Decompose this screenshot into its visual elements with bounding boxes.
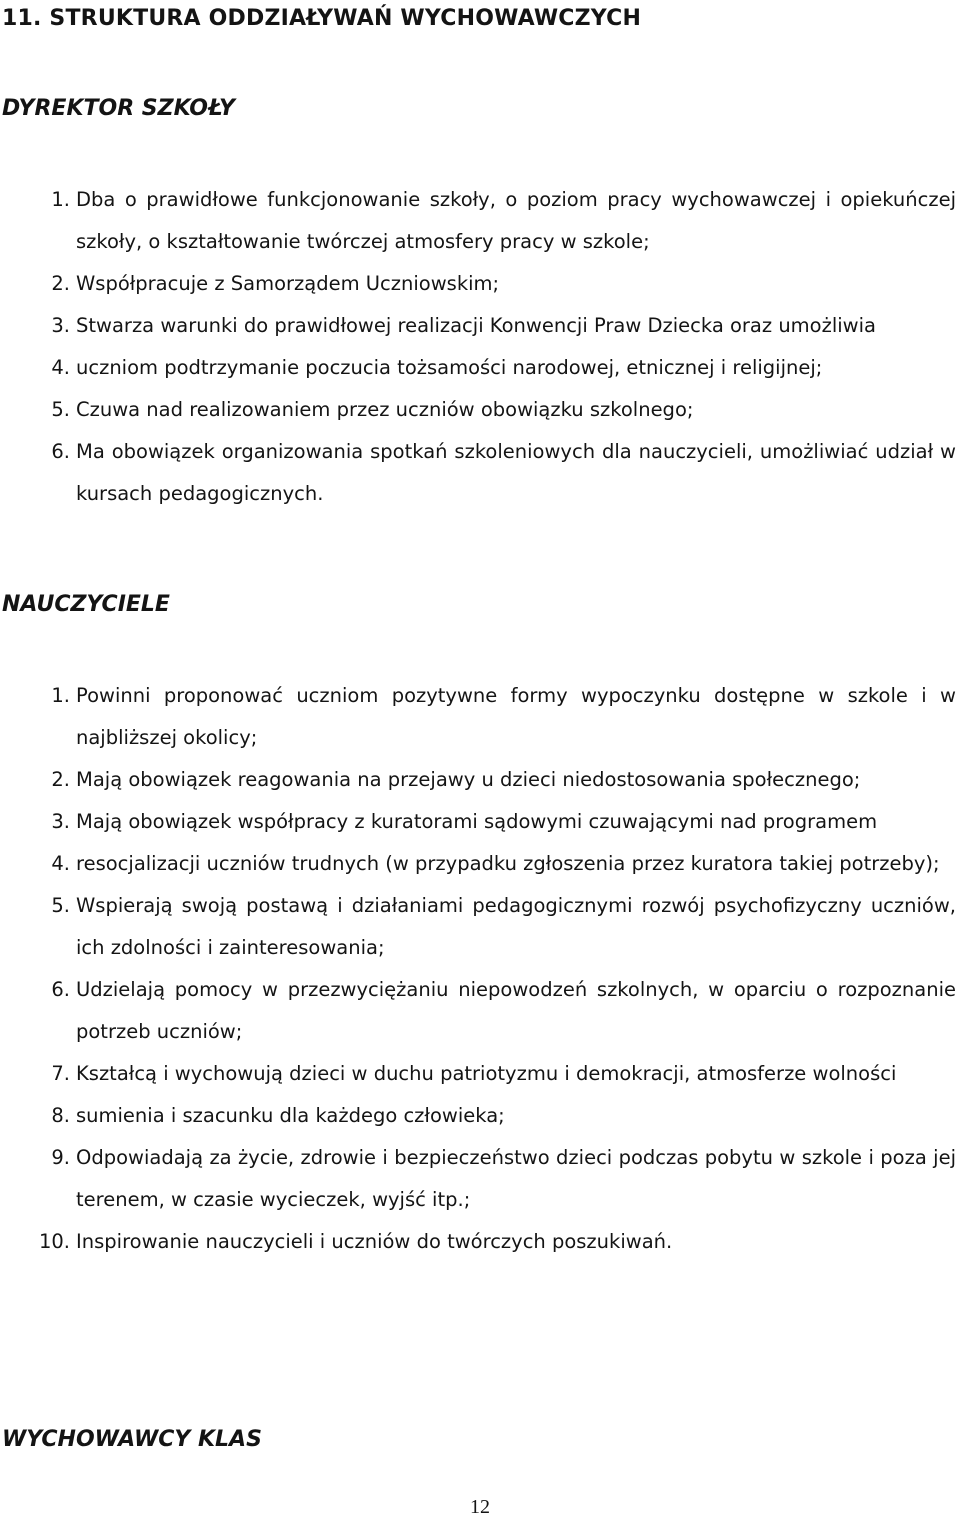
list-item	[0, 1137, 960, 1221]
list-dyrektor	[0, 179, 960, 515]
item-text: sumienia i szacunku dla każdego człowieka;	[76, 1104, 505, 1127]
item-text: Kształcą i wychowują dzieci w duchu patriotyzmu i demokracji, atmosferze wolności	[76, 1062, 897, 1085]
list-item	[0, 1221, 960, 1263]
item-text: Dba o prawidłowe funkcjonowanie szkoły, o poziom pracy wychowawczej i opiekuńczej szkoły, o kształtowanie twórczej atmosfery pracy w szkole;	[76, 188, 956, 253]
section-heading-wychowawcy: WYCHOWAWCY KLAS	[2, 1427, 262, 1452]
list-item	[0, 1053, 960, 1095]
item-number: 10.	[38, 1230, 70, 1253]
list-item	[0, 179, 960, 263]
item-number: 2.	[51, 768, 70, 791]
item-number: 1.	[51, 188, 70, 211]
item-text: Mają obowiązek współpracy z kuratorami sądowymi czuwającymi nad programem	[76, 810, 878, 833]
list-nauczyciele	[0, 675, 960, 1263]
list-item	[0, 431, 960, 515]
list-item	[0, 759, 960, 801]
item-number: 5.	[51, 894, 70, 917]
list-item	[0, 347, 960, 389]
item-text: Stwarza warunki do prawidłowej realizacji Konwencji Praw Dziecka oraz umożliwia	[76, 314, 876, 337]
item-number: 5.	[51, 398, 70, 421]
item-text: resocjalizacji uczniów trudnych (w przypadku zgłoszenia przez kuratora takiej potrzeby);	[76, 852, 940, 875]
list-item	[0, 801, 960, 843]
list-item	[0, 969, 960, 1053]
item-number: 3.	[51, 810, 70, 833]
item-text: Inspirowanie nauczycieli i uczniów do twórczych poszukiwań.	[76, 1230, 673, 1253]
item-number: 1.	[51, 684, 70, 707]
list-item	[0, 843, 960, 885]
item-text: Mają obowiązek reagowania na przejawy u dzieci niedostosowania społecznego;	[76, 768, 861, 791]
item-text: Ma obowiązek organizowania spotkań szkoleniowych dla nauczycieli, umożliwiać udział w kursach pedagogicznych.	[76, 440, 956, 505]
item-text: Czuwa nad realizowaniem przez uczniów obowiązku szkolnego;	[76, 398, 694, 421]
list-item	[0, 389, 960, 431]
item-number: 6.	[51, 440, 70, 463]
item-number: 6.	[51, 978, 70, 1001]
item-number: 4.	[51, 852, 70, 875]
item-text: Udzielają pomocy w przezwyciężaniu niepowodzeń szkolnych, w oparciu o rozpoznanie potrzeb uczniów;	[76, 978, 956, 1043]
section-heading-dyrektor: DYREKTOR SZKOŁY	[2, 96, 235, 121]
item-text: uczniom podtrzymanie poczucia tożsamości narodowej, etnicznej i religijnej;	[76, 356, 823, 379]
item-text: Wspierają swoją postawą i działaniami pedagogicznymi rozwój psychofizyczny uczniów, ich zdolności i zainteresowania;	[76, 894, 956, 959]
item-number: 4.	[51, 356, 70, 379]
page-number: 12	[470, 1496, 490, 1518]
list-item	[0, 1095, 960, 1137]
chapter-title: 11. STRUKTURA ODDZIAŁYWAŃ WYCHOWAWCZYCH	[2, 6, 642, 31]
list-item	[0, 885, 960, 969]
item-number: 3.	[51, 314, 70, 337]
list-item	[0, 675, 960, 759]
item-number: 2.	[51, 272, 70, 295]
item-number: 9.	[51, 1146, 70, 1169]
list-item	[0, 305, 960, 347]
item-text: Współpracuje z Samorządem Uczniowskim;	[76, 272, 500, 295]
item-number: 7.	[51, 1062, 70, 1085]
section-heading-nauczyciele: NAUCZYCIELE	[2, 592, 170, 617]
item-text: Powinni proponować uczniom pozytywne formy wypoczynku dostępne w szkole i w najbliższej okolicy;	[76, 684, 956, 749]
item-text: Odpowiadają za życie, zdrowie i bezpieczeństwo dzieci podczas pobytu w szkole i poza jej terenem, w czasie wycieczek, wyjść itp.;	[76, 1146, 956, 1211]
list-item	[0, 263, 960, 305]
item-number: 8.	[51, 1104, 70, 1127]
